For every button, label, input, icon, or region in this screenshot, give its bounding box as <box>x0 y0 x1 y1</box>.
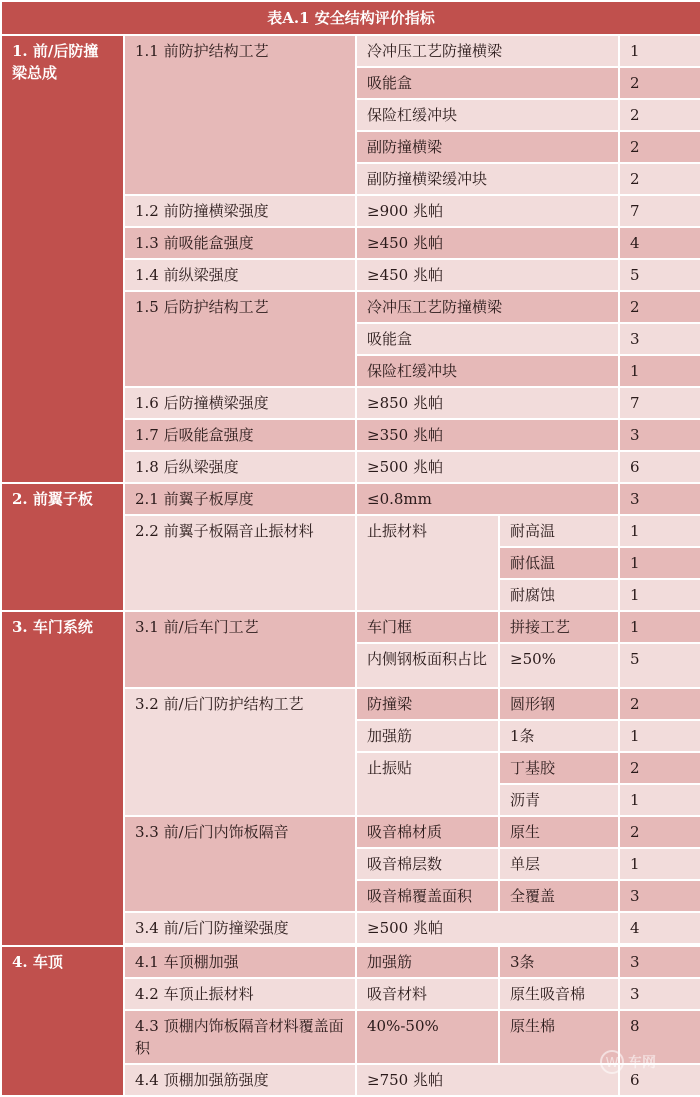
subdetail-cell: 圆形钢 <box>499 688 619 720</box>
score-cell: 5 <box>619 643 700 688</box>
score-cell: 2 <box>619 99 700 131</box>
score-cell: 2 <box>619 752 700 784</box>
item-cell: 1.7 后吸能盒强度 <box>124 419 356 451</box>
score-cell: 2 <box>619 688 700 720</box>
item-cell: 1.4 前纵梁强度 <box>124 259 356 291</box>
score-cell: 5 <box>619 259 700 291</box>
item-cell: 2.2 前翼子板隔音止振材料 <box>124 515 356 611</box>
score-cell: 2 <box>619 816 700 848</box>
subdetail-cell: 原生吸音棉 <box>499 978 619 1010</box>
item-cell: 1.8 后纵梁强度 <box>124 451 356 483</box>
subdetail-cell: 耐腐蚀 <box>499 579 619 611</box>
subdetail-cell: 沥青 <box>499 784 619 816</box>
detail-cell: 副防撞横梁 <box>356 131 619 163</box>
score-cell: 2 <box>619 131 700 163</box>
detail-cell: 吸音材料 <box>356 978 499 1010</box>
item-cell: 1.1 前防护结构工艺 <box>124 35 356 195</box>
detail-cell: 加强筋 <box>356 720 499 752</box>
subdetail-cell: 拼接工艺 <box>499 611 619 643</box>
detail-cell: ≥350 兆帕 <box>356 419 619 451</box>
score-cell: 6 <box>619 451 700 483</box>
score-cell: 7 <box>619 387 700 419</box>
score-cell: 3 <box>619 946 700 978</box>
score-cell: 1 <box>619 35 700 67</box>
detail-cell: 保险杠缓冲块 <box>356 355 619 387</box>
detail-cell: 车门框 <box>356 611 499 643</box>
score-cell: 4 <box>619 227 700 259</box>
item-cell: 1.5 后防护结构工艺 <box>124 291 356 387</box>
detail-cell: 吸音棉材质 <box>356 816 499 848</box>
score-cell: 7 <box>619 195 700 227</box>
detail-cell: 吸能盒 <box>356 67 619 99</box>
detail-cell: 吸音棉层数 <box>356 848 499 880</box>
score-cell: 2 <box>619 67 700 99</box>
detail-cell: 40%-50% <box>356 1010 499 1064</box>
detail-cell: ≥900 兆帕 <box>356 195 619 227</box>
category-cell: 3. 车门系统 <box>1 611 124 946</box>
item-cell: 1.2 前防撞横梁强度 <box>124 195 356 227</box>
detail-cell: 冷冲压工艺防撞横梁 <box>356 35 619 67</box>
item-cell: 4.2 车顶止振材料 <box>124 978 356 1010</box>
category-cell: 4. 车顶 <box>1 946 124 1096</box>
subdetail-cell: 原生棉 <box>499 1010 619 1064</box>
subdetail-cell: 3条 <box>499 946 619 978</box>
score-cell: 6 <box>619 1064 700 1096</box>
score-cell: 1 <box>619 848 700 880</box>
detail-cell: 吸能盒 <box>356 323 619 355</box>
score-cell: 1 <box>619 611 700 643</box>
score-cell: 3 <box>619 880 700 912</box>
detail-cell: 止振材料 <box>356 515 499 611</box>
category-cell: 2. 前翼子板 <box>1 483 124 611</box>
score-cell: 1 <box>619 579 700 611</box>
subdetail-cell: 全覆盖 <box>499 880 619 912</box>
detail-cell: ≥850 兆帕 <box>356 387 619 419</box>
subdetail-cell: 耐低温 <box>499 547 619 579</box>
score-cell: 3 <box>619 978 700 1010</box>
subdetail-cell: 单层 <box>499 848 619 880</box>
item-cell: 4.3 顶棚内饰板隔音材料覆盖面积 <box>124 1010 356 1064</box>
score-cell: 1 <box>619 784 700 816</box>
subdetail-cell: 原生 <box>499 816 619 848</box>
score-cell: 1 <box>619 355 700 387</box>
subdetail-cell: 耐高温 <box>499 515 619 547</box>
detail-cell: 加强筋 <box>356 946 499 978</box>
detail-cell: ≥500 兆帕 <box>356 912 619 944</box>
score-cell: 3 <box>619 483 700 515</box>
detail-cell: 吸音棉覆盖面积 <box>356 880 499 912</box>
item-cell: 3.1 前/后车门工艺 <box>124 611 356 688</box>
detail-cell: ≤0.8mm <box>356 483 619 515</box>
item-cell: 3.4 前/后门防撞梁强度 <box>124 912 356 944</box>
subdetail-cell: 丁基胶 <box>499 752 619 784</box>
score-cell: 1 <box>619 547 700 579</box>
item-cell: 2.1 前翼子板厚度 <box>124 483 356 515</box>
watermark-logo-icon: W <box>600 1050 624 1074</box>
score-cell: 2 <box>619 291 700 323</box>
item-cell: 4.1 车顶棚加强 <box>124 946 356 978</box>
score-cell: 3 <box>619 419 700 451</box>
detail-cell: 冷冲压工艺防撞横梁 <box>356 291 619 323</box>
item-cell: 1.3 前吸能盒强度 <box>124 227 356 259</box>
detail-cell: 止振贴 <box>356 752 499 816</box>
item-cell: 3.2 前/后门防护结构工艺 <box>124 688 356 816</box>
item-cell: 1.6 后防撞横梁强度 <box>124 387 356 419</box>
detail-cell: 内侧钢板面积占比 <box>356 643 499 688</box>
detail-cell: 保险杠缓冲块 <box>356 99 619 131</box>
detail-cell: ≥450 兆帕 <box>356 227 619 259</box>
subdetail-cell: ≥50% <box>499 643 619 688</box>
score-cell: 4 <box>619 912 700 944</box>
detail-cell: ≥500 兆帕 <box>356 451 619 483</box>
watermark-text: 车网 <box>628 1052 656 1072</box>
score-cell: 3 <box>619 323 700 355</box>
watermark <box>600 1047 696 1077</box>
detail-cell: 防撞梁 <box>356 688 499 720</box>
category-cell: 1. 前/后防撞梁总成 <box>1 35 124 483</box>
table-title: 表A.1 安全结构评价指标 <box>1 1 700 35</box>
score-cell: 1 <box>619 515 700 547</box>
score-cell: 1 <box>619 720 700 752</box>
detail-cell: ≥750 兆帕 <box>356 1064 619 1096</box>
detail-cell: 副防撞横梁缓冲块 <box>356 163 619 195</box>
detail-cell: ≥450 兆帕 <box>356 259 619 291</box>
score-cell: 2 <box>619 163 700 195</box>
score-cell: 8 <box>619 1010 700 1064</box>
subdetail-cell: 1条 <box>499 720 619 752</box>
item-cell: 3.3 前/后门内饰板隔音 <box>124 816 356 912</box>
item-cell: 4.4 顶棚加强筋强度 <box>124 1064 356 1096</box>
